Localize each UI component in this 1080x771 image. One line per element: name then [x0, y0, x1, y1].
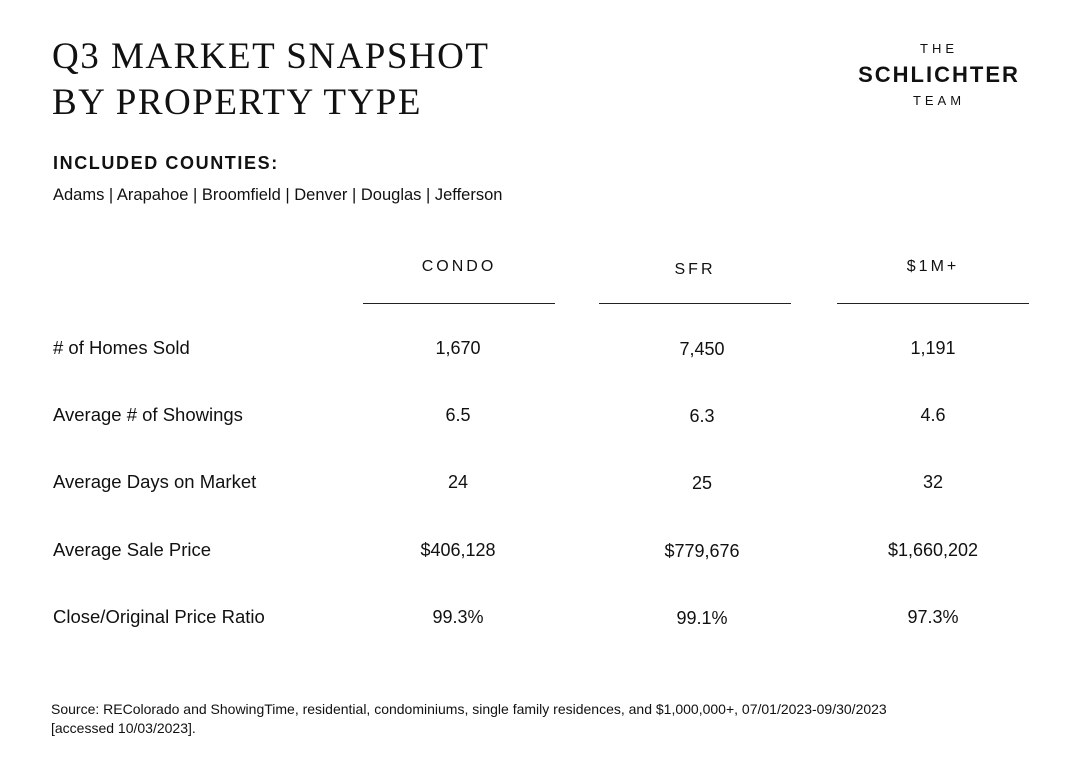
source-line-2: [accessed 10/03/2023]. — [51, 720, 196, 736]
cell-avg-sale-price-1m-plus: $1,660,202 — [887, 540, 979, 560]
cell-avg-sale-price-condo: $406,128 — [420, 540, 496, 560]
logo-top-text: THE — [920, 41, 958, 56]
row-label-avg-showings: Average # of Showings — [53, 404, 243, 425]
counties-heading: INCLUDED COUNTIES: — [53, 153, 279, 173]
cell-avg-showings-sfr: 6.3 — [689, 406, 715, 426]
cell-avg-showings-1m-plus: 4.6 — [920, 405, 946, 425]
column-divider-1m-plus — [837, 303, 1029, 304]
cell-homes-sold-condo: 1,670 — [435, 338, 481, 358]
cell-avg-days-sfr: 25 — [691, 473, 713, 493]
cell-avg-sale-price-sfr: $779,676 — [664, 541, 740, 561]
cell-avg-showings-condo: 6.5 — [445, 405, 471, 425]
cell-homes-sold-sfr: 7,450 — [679, 339, 725, 359]
source-line-1: Source: REColorado and ShowingTime, residential, condominiums, single family residences, and $1,000,000+, 07/01/2023-09/30/2023 — [51, 701, 887, 717]
title-line-1: Q3 MARKET SNAPSHOT — [52, 36, 490, 77]
cell-price-ratio-1m-plus: 97.3% — [907, 607, 959, 627]
logo-main-text: SCHLICHTER — [858, 62, 1020, 87]
row-label-avg-days-on-market: Average Days on Market — [53, 471, 257, 492]
title-line-2: BY PROPERTY TYPE — [52, 82, 422, 123]
column-header-sfr: SFR — [674, 261, 716, 278]
logo-bottom-text: TEAM — [912, 93, 966, 108]
cell-price-ratio-condo: 99.3% — [432, 607, 484, 627]
column-header-1m-plus: $1M+ — [906, 258, 960, 275]
column-divider-condo — [363, 303, 555, 304]
cell-avg-days-condo: 24 — [447, 472, 469, 492]
row-label-avg-sale-price: Average Sale Price — [53, 539, 212, 560]
page-title — [52, 34, 490, 126]
brand-logo — [840, 40, 1038, 110]
cell-price-ratio-sfr: 99.1% — [676, 608, 728, 628]
source-footnote — [51, 700, 1011, 738]
row-label-price-ratio: Close/Original Price Ratio — [53, 606, 265, 627]
column-header-condo: CONDO — [421, 258, 497, 275]
counties-list: Adams | Arapahoe | Broomfield | Denver | Douglas | Jefferson — [53, 186, 503, 204]
cell-avg-days-1m-plus: 32 — [922, 472, 944, 492]
column-divider-sfr — [599, 303, 791, 304]
cell-homes-sold-1m-plus: 1,191 — [910, 338, 956, 358]
row-label-homes-sold: # of Homes Sold — [53, 337, 190, 358]
